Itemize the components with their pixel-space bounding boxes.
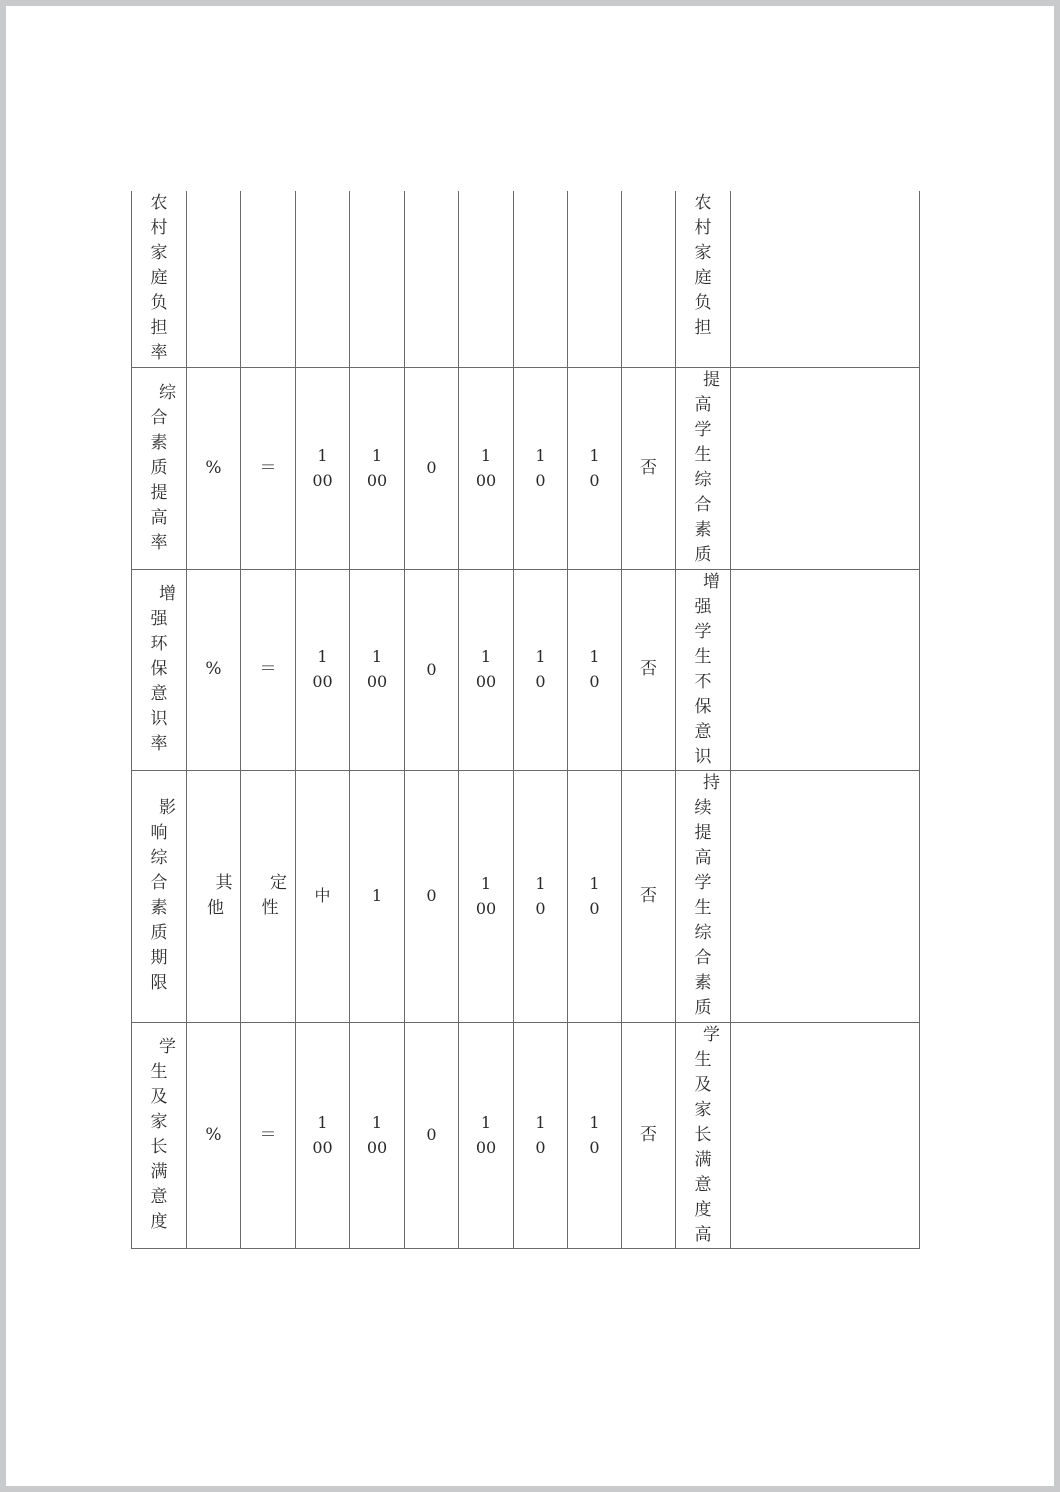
value-cell (405, 367, 459, 569)
remark-cell (731, 770, 920, 1022)
value-cell (405, 569, 459, 770)
flag-cell (622, 191, 676, 367)
unit-cell: % (187, 367, 241, 569)
value-cell (459, 770, 514, 1022)
value-cell (459, 367, 514, 569)
description-cell: 提 高 学 生 综 合 素 质 (676, 367, 731, 569)
value-cell (296, 770, 350, 1022)
value-text: 1 0 (535, 873, 546, 918)
document-page (6, 6, 1054, 1486)
value-text: 1 00 (475, 445, 497, 490)
flag-cell: 否 (622, 1022, 676, 1248)
value-cell (350, 191, 405, 367)
value-text: 1 0 (589, 873, 600, 918)
value-text: 1 00 (366, 647, 388, 691)
indicator-name-cell: 影 响 综 合 素 质 期 限 (132, 770, 187, 1022)
value-cell (350, 1022, 405, 1248)
value-cell (296, 1022, 350, 1248)
value-text: 1 00 (312, 445, 333, 490)
value-text: 1 00 (475, 1112, 497, 1157)
indicator-name-cell: 增 强 环 保 意 识 率 (132, 569, 187, 770)
value-cell (350, 770, 405, 1022)
description-cell: 学 生 及 家 长 满 意 度 高 (676, 1022, 731, 1248)
table-row (132, 569, 920, 770)
indicator-name-cell: 农 村 家 庭 负 担 率 (132, 191, 187, 367)
value-text: 0 (426, 659, 437, 679)
value-cell (459, 191, 514, 367)
operator-cell: ＝ (241, 1022, 296, 1248)
remark-cell (731, 191, 920, 367)
value-cell (514, 569, 568, 770)
value-text: 1 0 (589, 1112, 600, 1157)
flag-cell: 否 (622, 367, 676, 569)
value-cell (514, 191, 568, 367)
value-cell (350, 367, 405, 569)
value-cell (459, 569, 514, 770)
value-text: 1 0 (535, 1112, 546, 1157)
value-cell (514, 770, 568, 1022)
unit-cell: 其 他 (187, 770, 241, 1022)
description-cell: 农 村 家 庭 负 担 (676, 191, 731, 367)
value-cell (296, 367, 350, 569)
flag-cell: 否 (622, 770, 676, 1022)
operator-cell: ＝ (241, 569, 296, 770)
value-text: 1 00 (312, 647, 333, 691)
value-text: 1 (371, 886, 383, 905)
remark-cell (731, 367, 920, 569)
value-text: 1 0 (589, 445, 600, 490)
value-text: 1 0 (535, 647, 546, 691)
value-cell (459, 1022, 514, 1248)
description-cell: 增 强 学 生 不 保 意 识 (676, 569, 731, 770)
value-cell (568, 770, 622, 1022)
value-cell (350, 569, 405, 770)
value-text: 1 00 (312, 1112, 333, 1157)
value-cell (405, 770, 459, 1022)
value-cell (296, 191, 350, 367)
unit-cell: % (187, 1022, 241, 1248)
value-text: 1 0 (535, 445, 546, 490)
remark-cell (731, 1022, 920, 1248)
value-text: 1 00 (475, 647, 497, 691)
value-text: 0 (426, 886, 437, 905)
value-cell (514, 367, 568, 569)
indicator-name-cell: 综 合 素 质 提 高 率 (132, 367, 187, 569)
unit-cell (187, 191, 241, 367)
value-text: 0 (426, 458, 437, 477)
indicator-table (131, 191, 920, 1249)
operator-cell: ＝ (241, 367, 296, 569)
remark-cell (731, 569, 920, 770)
operator-cell (241, 191, 296, 367)
operator-cell: 定 性 (241, 770, 296, 1022)
value-text: 0 (426, 1125, 437, 1144)
value-text: 中 (314, 886, 331, 905)
value-text: 1 00 (475, 873, 497, 918)
value-cell (568, 191, 622, 367)
value-cell (405, 1022, 459, 1248)
table-row (132, 1022, 920, 1248)
value-cell (568, 569, 622, 770)
unit-cell: % (187, 569, 241, 770)
indicator-name-cell: 学 生 及 家 长 满 意 度 (132, 1022, 187, 1248)
value-cell (568, 1022, 622, 1248)
value-cell (568, 367, 622, 569)
value-text: 1 00 (366, 445, 388, 490)
description-cell: 持 续 提 高 学 生 综 合 素 质 (676, 770, 731, 1022)
table-row (132, 770, 920, 1022)
table-row (132, 191, 920, 367)
value-cell (405, 191, 459, 367)
value-text: 1 00 (366, 1112, 388, 1157)
value-cell (296, 569, 350, 770)
value-text: 1 0 (589, 647, 600, 691)
table-row (132, 367, 920, 569)
flag-cell: 否 (622, 569, 676, 770)
value-cell (514, 1022, 568, 1248)
